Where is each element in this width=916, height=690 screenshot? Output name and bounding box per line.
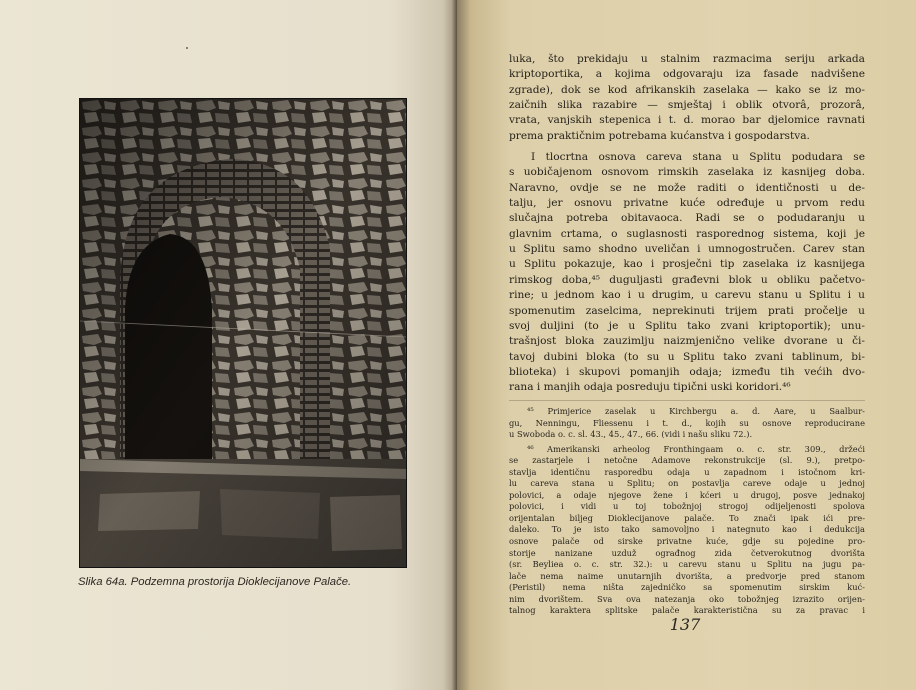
figure-caption: Slika 64a. Podzemna prostorija Dioklecijanove Palače. [78,576,352,588]
text-line: slučajna potreba obitavaoca. Radi se o podudaranju u [509,212,865,225]
text-line: rana i manjih odaja posreduju tipični uski koridori.⁴⁶ [509,381,791,394]
footnote-line: daleko. To je isto tako samovoljno i nategnuto kao i dedukcija [509,524,865,535]
footnote-line: u Swoboda o. c. sl. 43., 45., 47., 66. (vidi i našu sliku 72.). [509,429,753,440]
footnote-line: talnog karaktera splitske palače karakteristična su za pravac i [509,605,865,616]
left-page [0,0,457,690]
footnote-line: storije nanizane uzduž ograđnog zida četverokutnog dvorišta [509,547,865,558]
page-number: 137 [669,615,701,634]
text-line: prema praktičnim potrebama kućanstva i gospodarstva. [509,129,810,142]
underground-room-photo [80,99,406,567]
text-line: Naravno, ovdje se ne može raditi o identičnosti u de- [509,181,865,194]
footnote-divider [509,400,865,401]
text-line: zaičnih slika razabire — smještaj i oblik otvorâ, prozorâ, [509,99,865,112]
footnote-line: polovici, a odaje njegove žene i kćeri u drugoj, posve jednakoj [509,489,865,500]
paragraph-1 [509,52,865,144]
footnote-line: osnove palače od sirske privatne kuće, gdje su pojedine pro- [509,536,865,547]
text-line: u Splitu pokazuje, kao i prosječni tip zaselaka iz kasnijega [509,258,865,271]
text-line: luka, što prekidaju u stalnim razmacima seriju arkada [509,53,865,65]
text-line: kriptoportika, a kojima odgovaraju iza fasade nadvišene [509,68,865,81]
text-line: u Splitu samo shodno uveličan i umnogostručen. Carev stan [509,243,865,256]
text-line: svoj duljini (to je u Splitu tako zvani kriptoportik); unu- [509,319,865,332]
footnote-line: lu careva stana u Splitu; on postavlja careve odaje u jednoj [509,478,865,489]
text-line: zgrade), dok se kod afrikanskih zaselaka — kako se iz mo- [509,83,865,96]
text-line: blioteka) i skupovi pomanjih odaja; između tih većih dvo- [509,365,865,378]
footnote-line: ⁴⁶ Amerikanski arheolog Fronthingaam o. c. str. 309., držeći [527,443,865,454]
body-text [509,52,865,396]
footnote-line: lače nema naime unutarnjih dvorišta, a predvorje pred stanom [509,570,865,581]
footnote-45 [509,406,865,441]
footnote-line: stavlja identičnu rasporedbu odaja u zapadnom i istočnom kri- [509,466,865,477]
text-line: trašnjost bloka zauzimlju naizmjenično velike dvorane u či- [509,335,865,348]
text-line: tavoj dubini bloka (to su u Splitu tako zvani tablinum, bi- [509,350,865,363]
footnote-line: ⁴⁵ Primjerice zaselak u Kirchbergu a. d. Aare, u Saalbur- [527,406,865,416]
footnotes [509,406,865,617]
text-line: talju, jer osnovu privatne kuće određuje u prvom redu [509,197,865,210]
text-line: glavnim crtama, o suglasnosti rasporednog sistema, koji je [509,227,865,240]
footnote-line: polovici, i vidi u toj tobožnjoj strogoj odijeljenosti spolova [509,501,865,512]
footnote-line: orijentalan biljeg Dioklecijanove palače. To znači ipak ići pre- [509,512,865,523]
footnote-46 [509,444,865,617]
paragraph-2 [509,150,865,396]
text-line: rimskog doba,⁴⁵ duguljasti građevni blok u obliku pačetvo- [509,273,865,286]
footnote-line: nim dvorištem. Sva ova natezanja oko tobožnjeg izrazito orijen- [509,593,865,604]
footnote-line: (Peristil) nema ništa zajedničko sa spomenutim sirskim kuć- [509,582,865,593]
page-speck [186,47,188,49]
text-line: s uobičajenom osnovom rimskih zaselaka iz kasnijeg doba. [509,166,865,179]
text-line: rine; u jednom kao i u drugim, u carevu stanu u Splitu i u [509,289,865,302]
footnote-line: gu, Nenningu, Fliessenu i t. d., kojih su osnove reproducirane [509,417,865,428]
footnote-line: (sr. Beyliea o. c. str. 32.): u carevu stanu u Splitu na jugu pa- [509,559,865,570]
figure-photograph [79,98,407,568]
text-line: spomenutim zaselcima, neprekinuti trijem prati pročelje u [509,304,865,317]
text-line: vrata, vanjskih stepenica i t. d. morao bar djelomice ravnati [509,114,865,127]
footnote-line: se zastarjele i netočne Adamove rekonstrukcije (sl. 9.), pretpo- [509,455,865,466]
text-line: I tlocrtna osnova careva stana u Splitu podudara se [531,151,865,164]
